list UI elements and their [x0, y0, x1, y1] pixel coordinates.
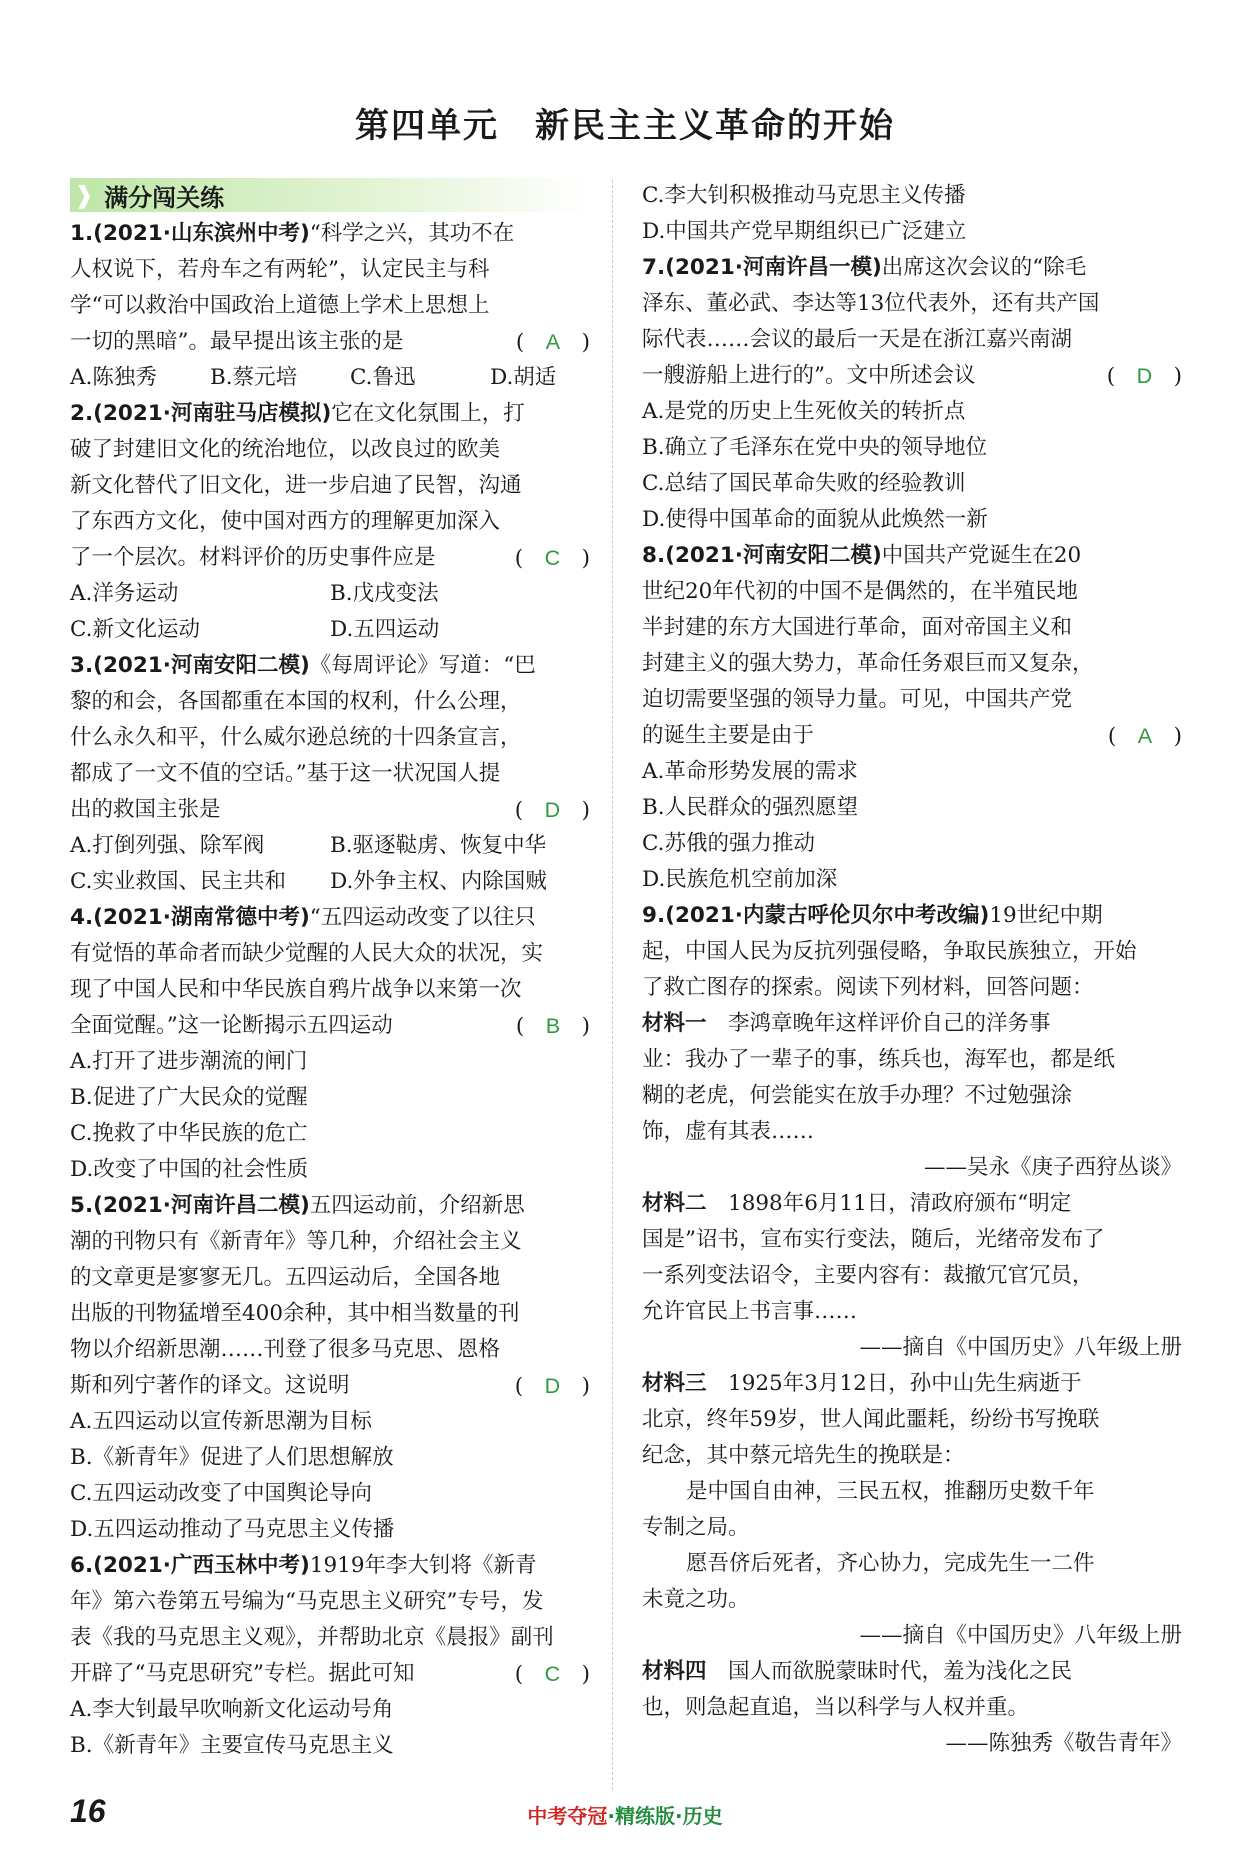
answer-letter: D: [1136, 364, 1153, 388]
options-row: [70, 828, 590, 864]
text-line: [70, 720, 590, 756]
section-label: 满分闯关练: [104, 183, 225, 212]
line-text: A.革命形势发展的需求: [642, 759, 858, 784]
text-line: [642, 718, 1182, 754]
options-row: [70, 864, 590, 900]
material-source: [642, 1330, 1182, 1366]
text-line: [70, 1368, 590, 1404]
line-text: 斯和列宁著作的译文。这说明: [70, 1373, 350, 1398]
text-line: [642, 646, 1182, 682]
right-column: [642, 178, 1182, 1762]
question-text: “五四运动改变了以往只: [309, 905, 536, 930]
answer-letter: A: [545, 330, 561, 354]
material-label: 材料四: [642, 1659, 707, 1684]
option: D.外争主权、内除国贼: [330, 869, 547, 894]
text-line: [70, 936, 590, 972]
answer-letter: D: [544, 798, 561, 822]
question-source: 4.(2021·湖南常德中考): [70, 905, 310, 930]
line-text: 纪念，其中蔡元培先生的挽联是：: [642, 1443, 965, 1468]
line-text: 也，则急起直追，当以科学与人权并重。: [642, 1695, 1030, 1720]
source-text: ——摘自《中国历史》八年级上册: [859, 1335, 1182, 1360]
line-text: B.促进了广大民众的觉醒: [70, 1085, 308, 1110]
question-source: 5.(2021·河南许昌二模): [70, 1193, 310, 1218]
text-line: [642, 1078, 1182, 1114]
text-line: [642, 178, 1182, 214]
text-line: [70, 1728, 590, 1764]
line-text: 糊的老虎，何尝能实在放手办理？不过勉强涂: [642, 1083, 1073, 1108]
question-text: 中国共产党诞生在20: [881, 543, 1082, 568]
question-source: 9.(2021·内蒙古呼伦贝尔中考改编): [642, 903, 990, 928]
line-text: A.五四运动以宣传新思潮为目标: [70, 1409, 372, 1434]
material-text: 1898年6月11日，清政府颁布“明定: [706, 1191, 1072, 1216]
line-text: D.五四运动推动了马克思主义传播: [70, 1517, 395, 1542]
question-stem: [70, 396, 590, 432]
question-source: 3.(2021·河南安阳二模): [70, 653, 310, 678]
option: B.戊戌变法: [330, 581, 439, 606]
question-stem: [642, 538, 1182, 574]
line-text: 半封建的东方大国进行革命，面对帝国主义和: [642, 615, 1073, 640]
text-line: [642, 610, 1182, 646]
answer-bracket: ( D ): [514, 798, 590, 823]
line-text: 起，中国人民为反抗列强侵略，争取民族独立，开始: [642, 939, 1137, 964]
line-text: A.是党的历史上生死攸关的转折点: [642, 399, 966, 424]
question-source: 7.(2021·河南许昌一模): [642, 255, 882, 280]
text-line: [70, 1116, 590, 1152]
text-line: [642, 754, 1182, 790]
material-label: 材料二: [642, 1191, 707, 1216]
text-line: [642, 502, 1182, 538]
question-source: 6.(2021·广西玉林中考): [70, 1553, 310, 1578]
line-text: 饰，虚有其表……: [642, 1119, 815, 1144]
line-text: B.《新青年》促进了人们思想解放: [70, 1445, 394, 1470]
couplet-text: 愿吾侪后死者，齐心协力，完成先生一二件: [686, 1551, 1095, 1576]
option: D.五四运动: [330, 617, 440, 642]
material-source: [642, 1618, 1182, 1654]
answer-bracket: ( A ): [1107, 724, 1182, 749]
text-line: [70, 1440, 590, 1476]
section-header: [70, 178, 590, 212]
question-text: 五四运动前，介绍新思: [309, 1193, 525, 1218]
text-line: [642, 466, 1182, 502]
answer-letter: C: [544, 546, 561, 570]
chevron-right-icon: ❱: [74, 181, 95, 209]
question-stem: [70, 900, 590, 936]
line-text: 破了封建旧文化的统治地位，以改良过的欧美: [70, 437, 501, 462]
material-label: 材料一: [642, 1011, 707, 1036]
text-line: [70, 792, 590, 828]
text-line: [642, 1510, 1182, 1546]
answer-bracket: ( D ): [1106, 364, 1182, 389]
text-line: [70, 504, 590, 540]
question-source: 1.(2021·山东滨州中考): [70, 221, 310, 246]
line-text: 有觉悟的革命者而缺少觉醒的人民大众的状况，实: [70, 941, 544, 966]
question-source: 2.(2021·河南驻马店模拟): [70, 401, 332, 426]
line-text: 的文章更是寥寥无几。五四运动后，全国各地: [70, 1265, 501, 1290]
line-text: 泽东、董必武、李达等13位代表外，还有共产国: [642, 291, 1100, 316]
text-line: [642, 394, 1182, 430]
text-line: [642, 1114, 1182, 1150]
text-line: [642, 1294, 1182, 1330]
option: D.胡适: [490, 365, 557, 390]
line-text: 年》第六卷第五号编为“马克思主义研究”专号，发: [70, 1589, 544, 1614]
column-divider: [612, 180, 613, 1790]
line-text: 际代表……会议的最后一天是在浙江嘉兴南湖: [642, 327, 1073, 352]
material-line: [642, 1366, 1182, 1402]
couplet-line: [642, 1474, 1182, 1510]
text-line: [70, 1296, 590, 1332]
question-stem: [642, 898, 1182, 934]
text-line: [70, 684, 590, 720]
line-text: 什么永久和平，什么威尔逊总统的十四条宣言，: [70, 725, 522, 750]
line-text: 都成了一文不值的空话。”基于这一状况国人提: [70, 761, 501, 786]
options-row: [70, 612, 590, 648]
answer-letter: B: [545, 1014, 561, 1038]
line-text: C.总结了国民革命失败的经验教训: [642, 471, 966, 496]
option: C.新文化运动: [70, 617, 201, 642]
line-text: C.苏俄的强力推动: [642, 831, 816, 856]
line-text: 专制之局。: [642, 1515, 750, 1540]
material-source: [642, 1726, 1182, 1762]
text-line: [642, 322, 1182, 358]
answer-letter: D: [544, 1374, 561, 1398]
material-line: [642, 1186, 1182, 1222]
options-row: [70, 360, 590, 396]
source-text: ——摘自《中国历史》八年级上册: [859, 1623, 1182, 1648]
line-text: 封建主义的强大势力，革命任务艰巨而又复杂，: [642, 651, 1094, 676]
line-text: 允许官民上书言事……: [642, 1299, 858, 1324]
text-line: [70, 1044, 590, 1080]
text-line: [70, 1224, 590, 1260]
line-text: B.人民群众的强烈愿望: [642, 795, 859, 820]
text-line: [70, 252, 590, 288]
text-line: [70, 1260, 590, 1296]
question-stem: [70, 1188, 590, 1224]
line-text: D.改变了中国的社会性质: [70, 1157, 309, 1182]
line-text: A.李大钊最早吹响新文化运动号角: [70, 1697, 394, 1722]
line-text: C.挽救了中华民族的危亡: [70, 1121, 308, 1146]
text-line: [642, 682, 1182, 718]
text-line: [642, 1402, 1182, 1438]
line-text: 表《我的马克思主义观》，并帮助北京《晨报》副刊: [70, 1625, 554, 1650]
line-text: 人权说下，若舟车之有两轮”，认定民主与科: [70, 257, 490, 282]
text-line: [642, 1438, 1182, 1474]
text-line: [642, 574, 1182, 610]
line-text: 出版的刊物猛增至400余种，其中相当数量的刊: [70, 1301, 520, 1326]
text-line: [70, 1692, 590, 1728]
text-line: [70, 1476, 590, 1512]
option: C.实业救国、民主共和: [70, 869, 287, 894]
material-line: [642, 1006, 1182, 1042]
line-text: C.五四运动改变了中国舆论导向: [70, 1481, 373, 1506]
line-text: A.打开了进步潮流的闸门: [70, 1049, 308, 1074]
text-line: [642, 286, 1182, 322]
line-text: 了东西方文化，使中国对西方的理解更加深入: [70, 509, 501, 534]
text-line: [70, 324, 590, 360]
material-text: 李鸿章晚年这样评价自己的洋务事: [706, 1011, 1051, 1036]
line-text: 一艘游船上进行的”。文中所述会议: [642, 363, 976, 388]
line-text: 世纪20年代初的中国不是偶然的，在半殖民地: [642, 579, 1078, 604]
line-text: 的诞生主要是由于: [642, 723, 815, 748]
source-text: ——陈独秀《敬告青年》: [945, 1731, 1182, 1756]
text-line: [70, 1008, 590, 1044]
text-line: [70, 1152, 590, 1188]
text-line: [642, 862, 1182, 898]
option: C.鲁迅: [350, 365, 416, 390]
line-text: 出的救国主张是: [70, 797, 221, 822]
text-line: [642, 970, 1182, 1006]
question-stem: [642, 250, 1182, 286]
line-text: 潮的刊物只有《新青年》等几种，介绍社会主义: [70, 1229, 522, 1254]
line-text: D.使得中国革命的面貌从此焕然一新: [642, 507, 988, 532]
text-line: [70, 468, 590, 504]
line-text: D.中国共产党早期组织已广泛建立: [642, 219, 967, 244]
line-text: 业：我办了一辈子的事，练兵也，海军也，都是纸: [642, 1047, 1116, 1072]
line-text: 北京，终年59岁，世人闻此噩耗，纷纷书写挽联: [642, 1407, 1100, 1432]
text-line: [70, 1404, 590, 1440]
text-line: [642, 790, 1182, 826]
text-line: [70, 1512, 590, 1548]
option: A.洋务运动: [70, 581, 179, 606]
text-line: [70, 756, 590, 792]
answer-bracket: ( A ): [515, 330, 590, 355]
question-stem: [70, 216, 590, 252]
line-text: 未竟之功。: [642, 1587, 750, 1612]
answer-bracket: ( C ): [514, 1662, 590, 1687]
answer-bracket: ( C ): [514, 546, 590, 571]
text-line: [642, 826, 1182, 862]
page-number: 16: [70, 1793, 106, 1829]
line-text: 物以介绍新思潮……刊登了很多马克思、恩格: [70, 1337, 501, 1362]
option: B.蔡元培: [210, 365, 298, 390]
text-line: [70, 432, 590, 468]
line-text: 了一个层次。材料评价的历史事件应是: [70, 545, 436, 570]
material-text: 国人而欲脱蒙昧时代，羞为浅化之民: [706, 1659, 1073, 1684]
text-line: [70, 1620, 590, 1656]
line-text: 新文化替代了旧文化，进一步启迪了民智，沟通: [70, 473, 522, 498]
answer-letter: C: [544, 1662, 561, 1686]
footer-brand: 中考夺冠: [527, 1804, 608, 1828]
text-line: [642, 430, 1182, 466]
text-line: [70, 288, 590, 324]
line-text: 黎的和会，各国都重在本国的权利，什么公理，: [70, 689, 522, 714]
line-text: 了救亡图存的探索。阅读下列材料，回答问题：: [642, 975, 1094, 1000]
material-source: [642, 1150, 1182, 1186]
line-text: 开辟了“马克思研究”专栏。据此可知: [70, 1661, 415, 1686]
text-line: [642, 1582, 1182, 1618]
text-line: [70, 540, 590, 576]
question-text: “科学之兴，其功不在: [309, 221, 515, 246]
couplet-text: 是中国自由神，三民五权，推翻历史数千年: [686, 1479, 1095, 1504]
text-line: [70, 1584, 590, 1620]
text-line: [642, 1222, 1182, 1258]
line-text: 国是”诏书，宣布实行变法，随后，光绪帝发布了: [642, 1227, 1105, 1252]
line-text: 现了中国人民和中华民族自鸦片战争以来第一次: [70, 977, 522, 1002]
text-line: [70, 1080, 590, 1116]
question-stem: [70, 648, 590, 684]
option: B.驱逐鞑虏、恢复中华: [330, 833, 547, 858]
text-line: [70, 1656, 590, 1692]
text-line: [642, 934, 1182, 970]
line-text: 一切的黑暗”。最早提出该主张的是: [70, 329, 404, 354]
line-text: 一系列变法诏令，主要内容有：裁撤冗官冗员，: [642, 1263, 1094, 1288]
footer-subtitle: ·精练版·历史: [607, 1804, 723, 1828]
line-text: C.李大钊积极推动马克思主义传播: [642, 183, 966, 208]
text-line: [70, 972, 590, 1008]
source-text: ——吴永《庚子西狩丛谈》: [923, 1155, 1182, 1180]
question-text: 它在文化氛围上，打: [331, 401, 525, 426]
unit-title: 第四单元 新民主主义革命的开始: [355, 106, 895, 146]
question-stem: [70, 1548, 590, 1584]
text-line: [70, 1332, 590, 1368]
line-text: B.确立了毛泽东在党中央的领导地位: [642, 435, 988, 460]
question-text: 19世纪中期: [989, 903, 1103, 928]
text-line: [642, 214, 1182, 250]
material-text: 1925年3月12日，孙中山先生病逝于: [706, 1371, 1082, 1396]
couplet-line: [642, 1546, 1182, 1582]
answer-bracket: ( D ): [514, 1374, 590, 1399]
answer-bracket: ( B ): [515, 1014, 590, 1039]
question-text: 《每周评论》写道：“巴: [309, 653, 536, 678]
line-text: 迫切需要坚强的领导力量。可见，中国共产党: [642, 687, 1073, 712]
option: A.陈独秀: [70, 365, 157, 390]
footer: [0, 1800, 1250, 1829]
left-column: [70, 178, 590, 1764]
text-line: [642, 1042, 1182, 1078]
line-text: 学“可以救治中国政治上道德上学术上思想上: [70, 293, 490, 318]
text-line: [642, 1258, 1182, 1294]
line-text: B.《新青年》主要宣传马克思主义: [70, 1733, 394, 1758]
question-source: 8.(2021·河南安阳二模): [642, 543, 882, 568]
line-text: D.民族危机空前加深: [642, 867, 838, 892]
line-text: 全面觉醒。”这一论断揭示五四运动: [70, 1013, 393, 1038]
answer-letter: A: [1137, 724, 1153, 748]
text-line: [642, 358, 1182, 394]
material-label: 材料三: [642, 1371, 707, 1396]
options-row: [70, 576, 590, 612]
material-line: [642, 1654, 1182, 1690]
question-text: 出席这次会议的“除毛: [881, 255, 1087, 280]
option: A.打倒列强、除军阀: [70, 833, 265, 858]
text-line: [642, 1690, 1182, 1726]
question-text: 1919年李大钊将《新青: [309, 1553, 537, 1578]
